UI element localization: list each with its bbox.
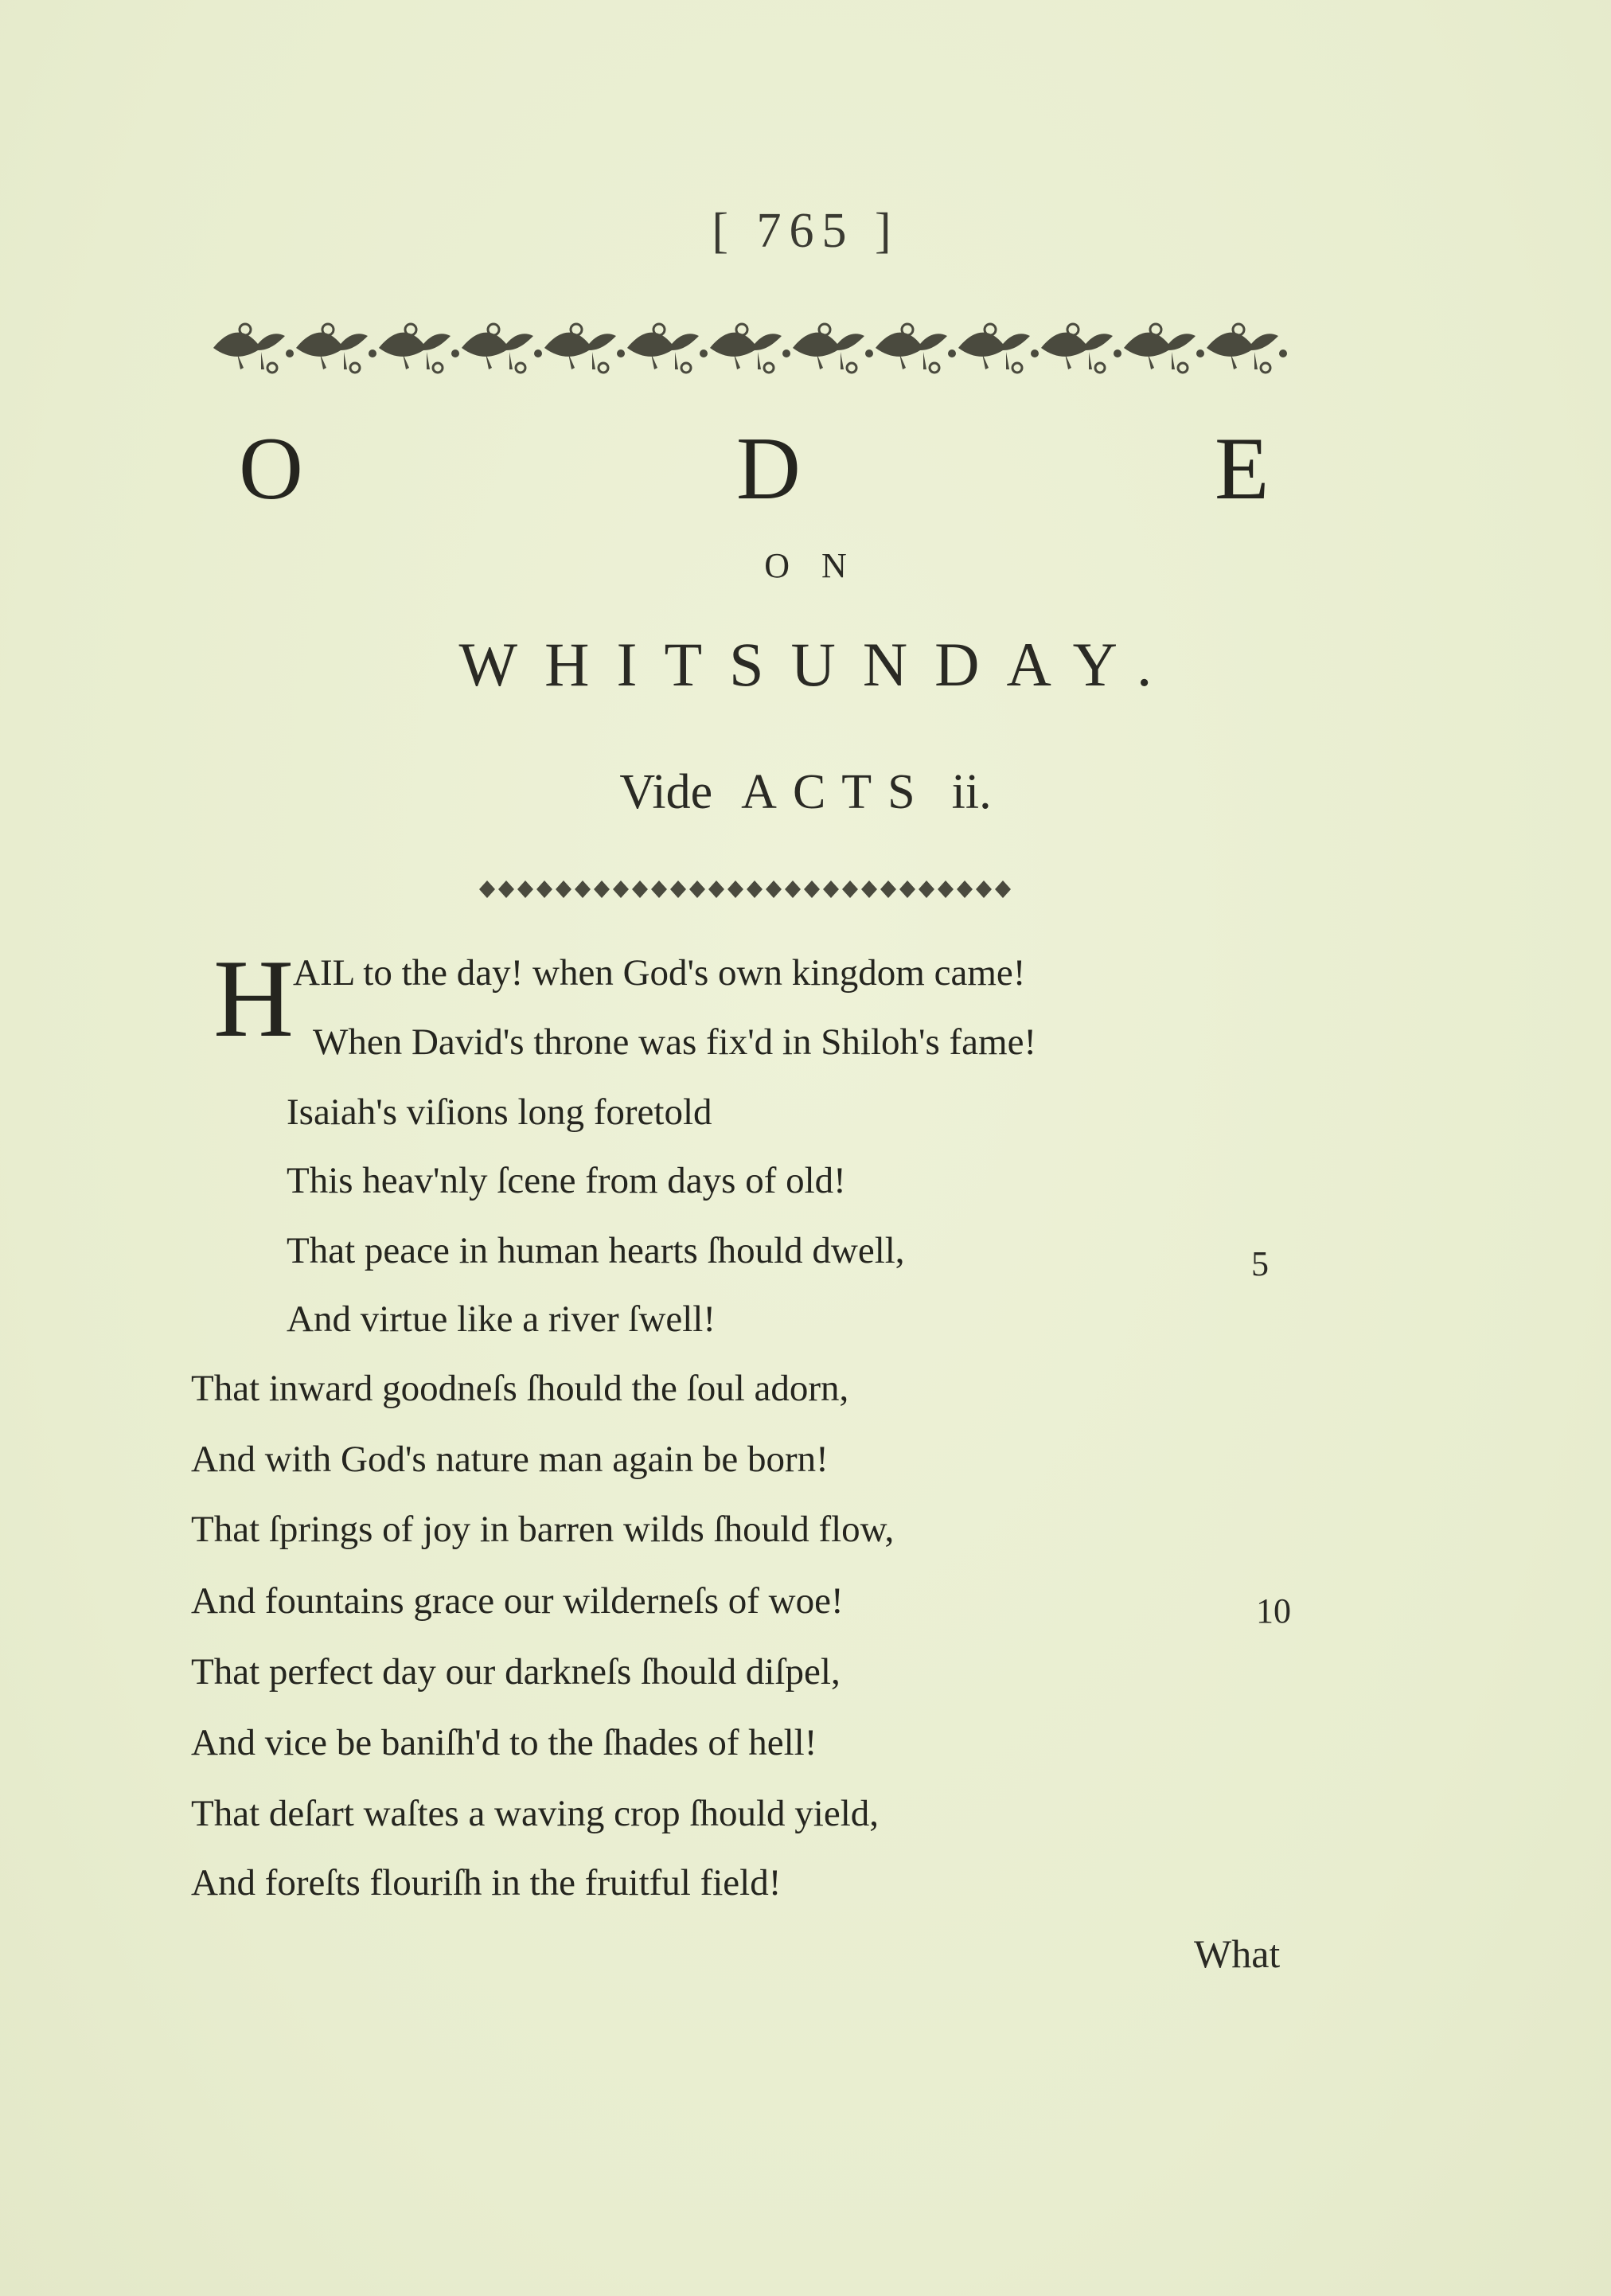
poem-line: And with God's nature man again be born! xyxy=(191,1439,829,1480)
poem-line: And fountains grace our wilderneſs of woe! xyxy=(191,1580,844,1622)
chapter-ref: ii. xyxy=(951,765,992,819)
poem-line: When David's throne was fix'd in Shiloh's fame! xyxy=(313,1021,1037,1063)
subtitle-on: ON xyxy=(764,546,879,585)
title-letter-d: D xyxy=(736,420,801,518)
poem-line: And virtue like a river ſwell! xyxy=(287,1298,716,1340)
poem-line: And vice be baniſh'd to the ſhades of hell! xyxy=(191,1722,817,1763)
title-letter-o: O xyxy=(239,420,303,518)
drop-cap: H xyxy=(213,937,295,1060)
catchword: What xyxy=(1194,1931,1281,1976)
poem-line: This heav'nly ſcene from days of old! xyxy=(287,1160,846,1201)
poem-line: That inward goodneſs ſhould the ſoul adorn, xyxy=(191,1368,849,1409)
vide-word: Vide xyxy=(619,765,713,819)
poem-title: WHITSUNDAY. xyxy=(458,630,1180,699)
line-number: 10 xyxy=(1256,1591,1291,1630)
poem-line: Isaiah's viſions long foretold xyxy=(287,1091,712,1133)
poem-line: And foreſts flouriſh in the fruitful field! xyxy=(191,1862,782,1904)
poem-line: That ſprings of joy in barren wilds ſhould flow, xyxy=(191,1509,895,1550)
poem-line: That perfect day our darkneſs ſhould diſpel, xyxy=(191,1651,841,1693)
title-letter-e: E xyxy=(1215,420,1270,518)
poem-line: AIL to the day! when God's own kingdom came! xyxy=(293,952,1026,994)
line-number: 5 xyxy=(1251,1244,1269,1283)
acts-word: ACTS xyxy=(741,765,931,819)
poem-line: That deſart waſtes a waving crop ſhould yield, xyxy=(191,1793,880,1834)
poem-line: That peace in human hearts ſhould dwell, xyxy=(287,1230,905,1271)
page-number: [ 765 ] xyxy=(712,204,899,258)
